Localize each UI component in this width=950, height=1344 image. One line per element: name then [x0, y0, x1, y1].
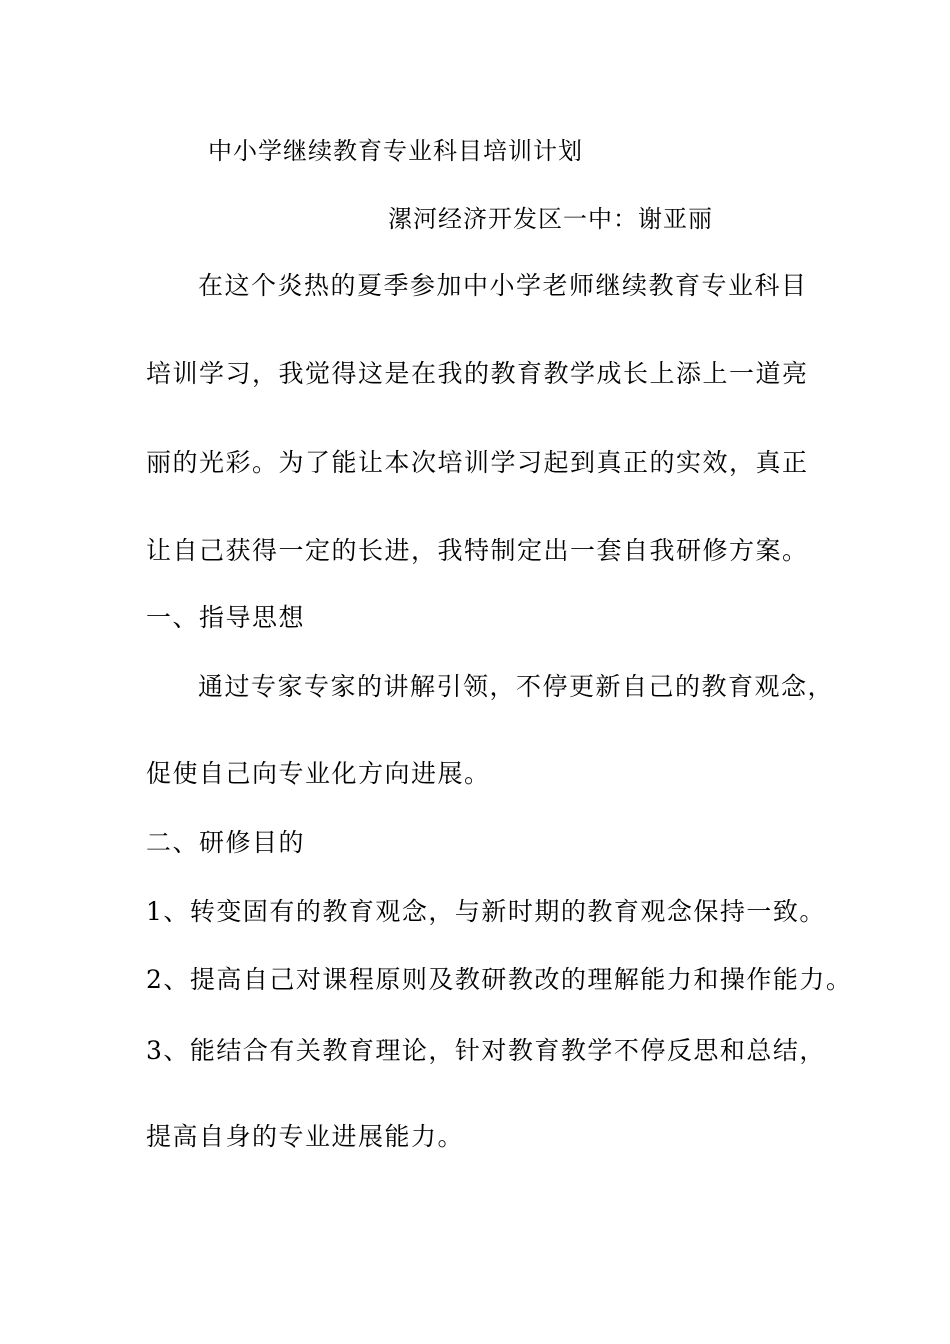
- intro-line-1: 在这个炎热的夏季参加中小学老师继续教育专业科目: [198, 271, 808, 300]
- section1-line-2: 促使自己向专业化方向进展。: [146, 759, 491, 788]
- intro-line-2: 培训学习，我觉得这是在我的教育教学成长上添上一道亮: [146, 359, 809, 388]
- section1-line-1: 通过专家专家的讲解引领，不停更新自己的教育观念，: [198, 672, 835, 701]
- section-heading-guiding-thought: 一、指导思想: [146, 603, 306, 632]
- purpose-item-3-continued: 提高自身的专业进展能力。: [146, 1122, 465, 1151]
- intro-line-3: 丽的光彩。为了能让本次培训学习起到真正的实效，真正: [146, 448, 809, 477]
- purpose-item-2: 2、提高自己对课程原则及教研教改的理解能力和操作能力。: [146, 965, 853, 994]
- intro-line-4: 让自己获得一定的长进，我特制定出一套自我研修方案。: [146, 536, 809, 565]
- document-title: 中小学继续教育专业科目培训计划: [208, 137, 583, 165]
- author-line: 漯河经济开发区一中：谢亚丽: [388, 205, 713, 233]
- section-heading-study-purpose: 二、研修目的: [146, 828, 306, 857]
- purpose-item-1: 1、转变固有的教育观念，与新时期的教育观念保持一致。: [146, 897, 826, 926]
- purpose-item-3: 3、能结合有关教育理论，针对教育教学不停反思和总结，: [146, 1036, 826, 1065]
